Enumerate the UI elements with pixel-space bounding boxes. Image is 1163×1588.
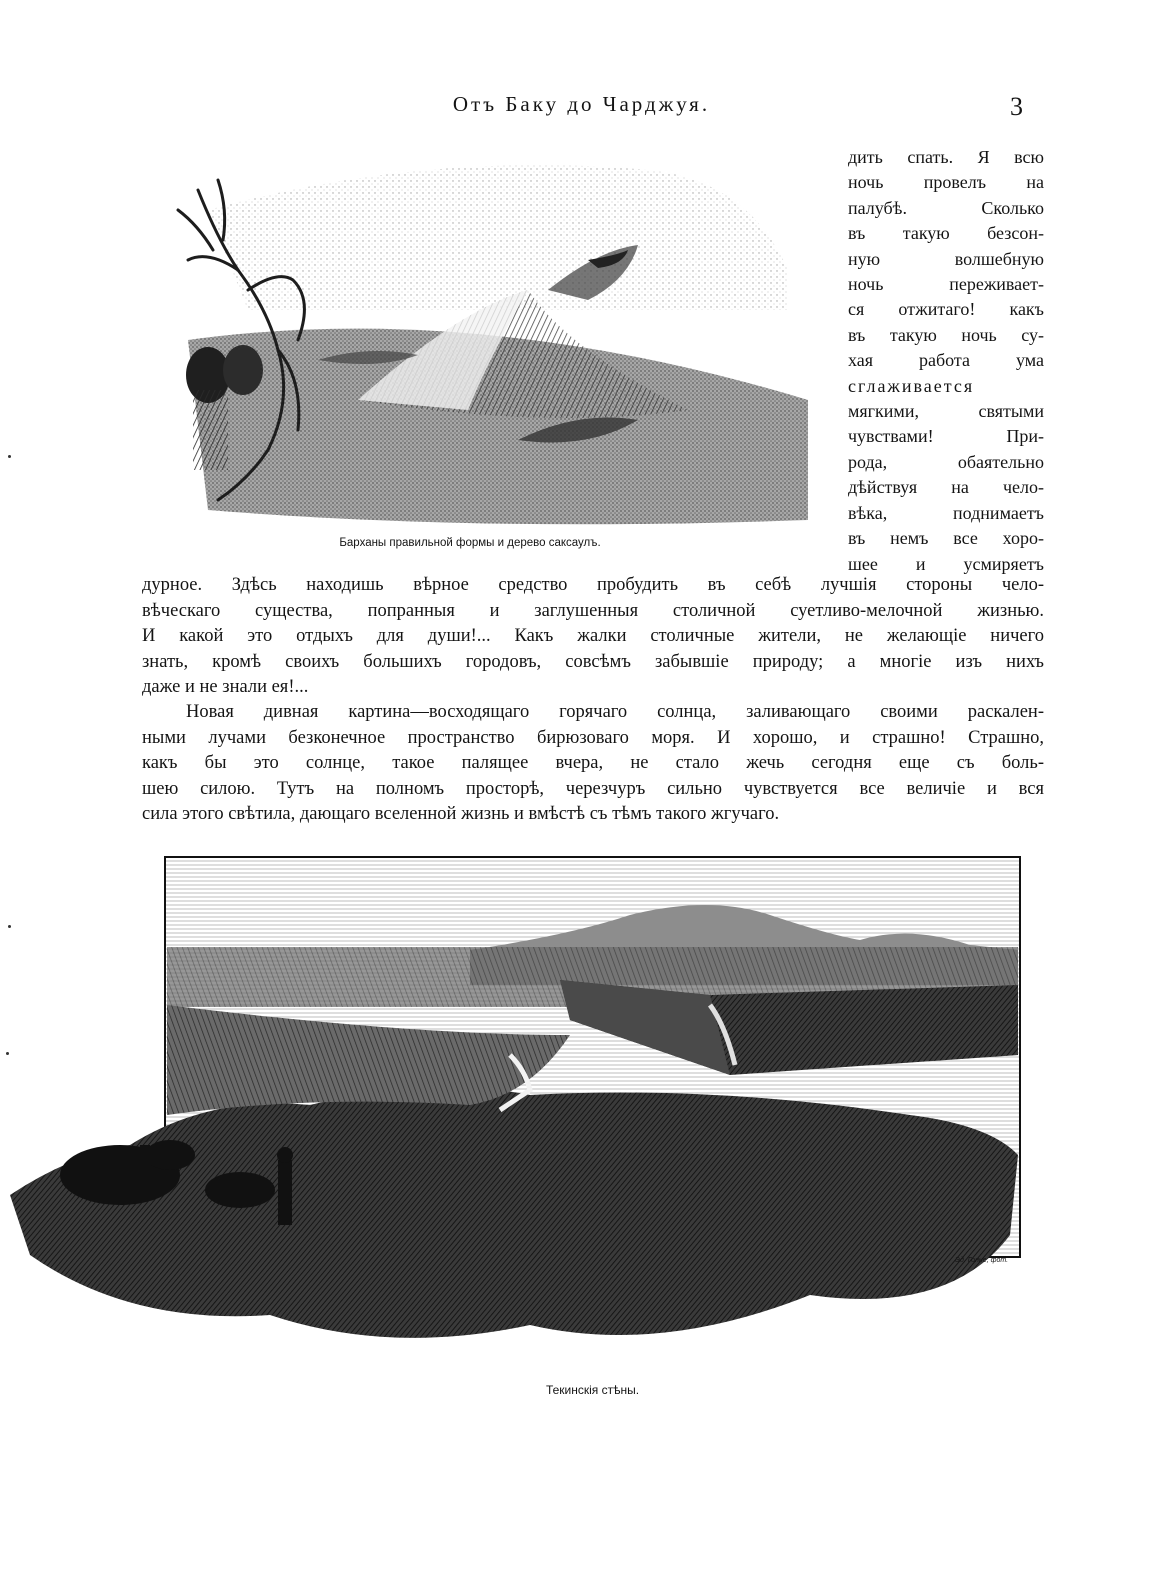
- text-line: чувствами! При-: [848, 426, 1044, 447]
- text-line: дить спать. Я всю: [848, 147, 1044, 167]
- text-line: мягкими, святыми: [848, 401, 1044, 422]
- text-line: дурное. Здѣсь находишь вѣрное средство пробудить въ себѣ лучшія стороны чело-: [142, 575, 1044, 595]
- text-line: шее и усмиряетъ: [848, 553, 1044, 574]
- scan-artifact: [8, 455, 11, 458]
- text-line: ными лучами безконечное пространство бирюзоваго моря. И хорошо, и страшно! Страшно,: [142, 727, 1044, 748]
- text-line: дѣйствуя на чело-: [848, 477, 1044, 498]
- text-line: знать, кромѣ своихъ большихъ городовъ, совсѣмъ забывшіе природу; а многіе изъ нихъ: [142, 651, 1044, 672]
- text-line: въ такую ночь су-: [848, 324, 1044, 345]
- scan-artifact: [6, 1052, 9, 1055]
- text-line: хая работа ума: [848, 350, 1044, 371]
- text-line: сила этого свѣтила, дающаго вселенной жизнь и вмѣстѣ съ тѣмъ такого жгучаго.: [142, 804, 780, 825]
- tekin-walls-engraving: [10, 855, 1040, 1365]
- text-line: какъ бы это солнце, такое палящее вчера, не стало жечь сегодня еще съ боль-: [142, 753, 1044, 774]
- text-line: рода, обаятельно: [848, 451, 1044, 472]
- text-line: палубѣ. Сколько: [848, 197, 1044, 218]
- text-line: ночь переживает-: [848, 274, 1044, 295]
- text-line: ную волшебную: [848, 248, 1044, 269]
- illustration-caption-walls: Текинскія стѣны.: [545, 1383, 640, 1397]
- dunes-saxaul-engraving: [128, 150, 818, 532]
- text-line: вѣческаго существа, попранныя и заглушенныя столичной суетливо-мелочной жизнью.: [142, 600, 1044, 621]
- text-line: даже и не знали ея!...: [142, 677, 309, 698]
- text-line: ся отжитаго! какъ: [848, 299, 1044, 320]
- artist-credit: Эд. Гонне, фот.: [955, 1257, 1009, 1264]
- text-line: ночь провелъ на: [848, 172, 1044, 193]
- text-line: И какой это отдыхъ для души!... Какъ жалки столичные жители, не желающіе ничего: [142, 626, 1044, 647]
- scan-artifact: [8, 925, 11, 928]
- text-line: вѣка, поднимаетъ: [848, 502, 1044, 523]
- side-column-text: [848, 145, 1044, 577]
- text-line: Новая дивная картина—восходящаго горячаго солнца, заливающаго своими раскален-: [186, 702, 1044, 722]
- text-line: въ немъ все хоро-: [848, 528, 1044, 549]
- text-line: сглаживается: [848, 375, 975, 396]
- paragraph-2: [142, 700, 1044, 828]
- running-title: Отъ Баку до Чарджуя.: [452, 92, 711, 116]
- paragraph-1: [142, 573, 1044, 701]
- page-number: 3: [1010, 92, 1023, 121]
- illustration-caption-dunes: Барханы правильной формы и дерево саксаулъ.: [339, 537, 601, 549]
- text-line: въ такую безсон-: [848, 223, 1044, 244]
- text-line: шею силою. Тутъ на полномъ просторѣ, черезчуръ сильно чувствуется все величіе и вся: [142, 778, 1044, 799]
